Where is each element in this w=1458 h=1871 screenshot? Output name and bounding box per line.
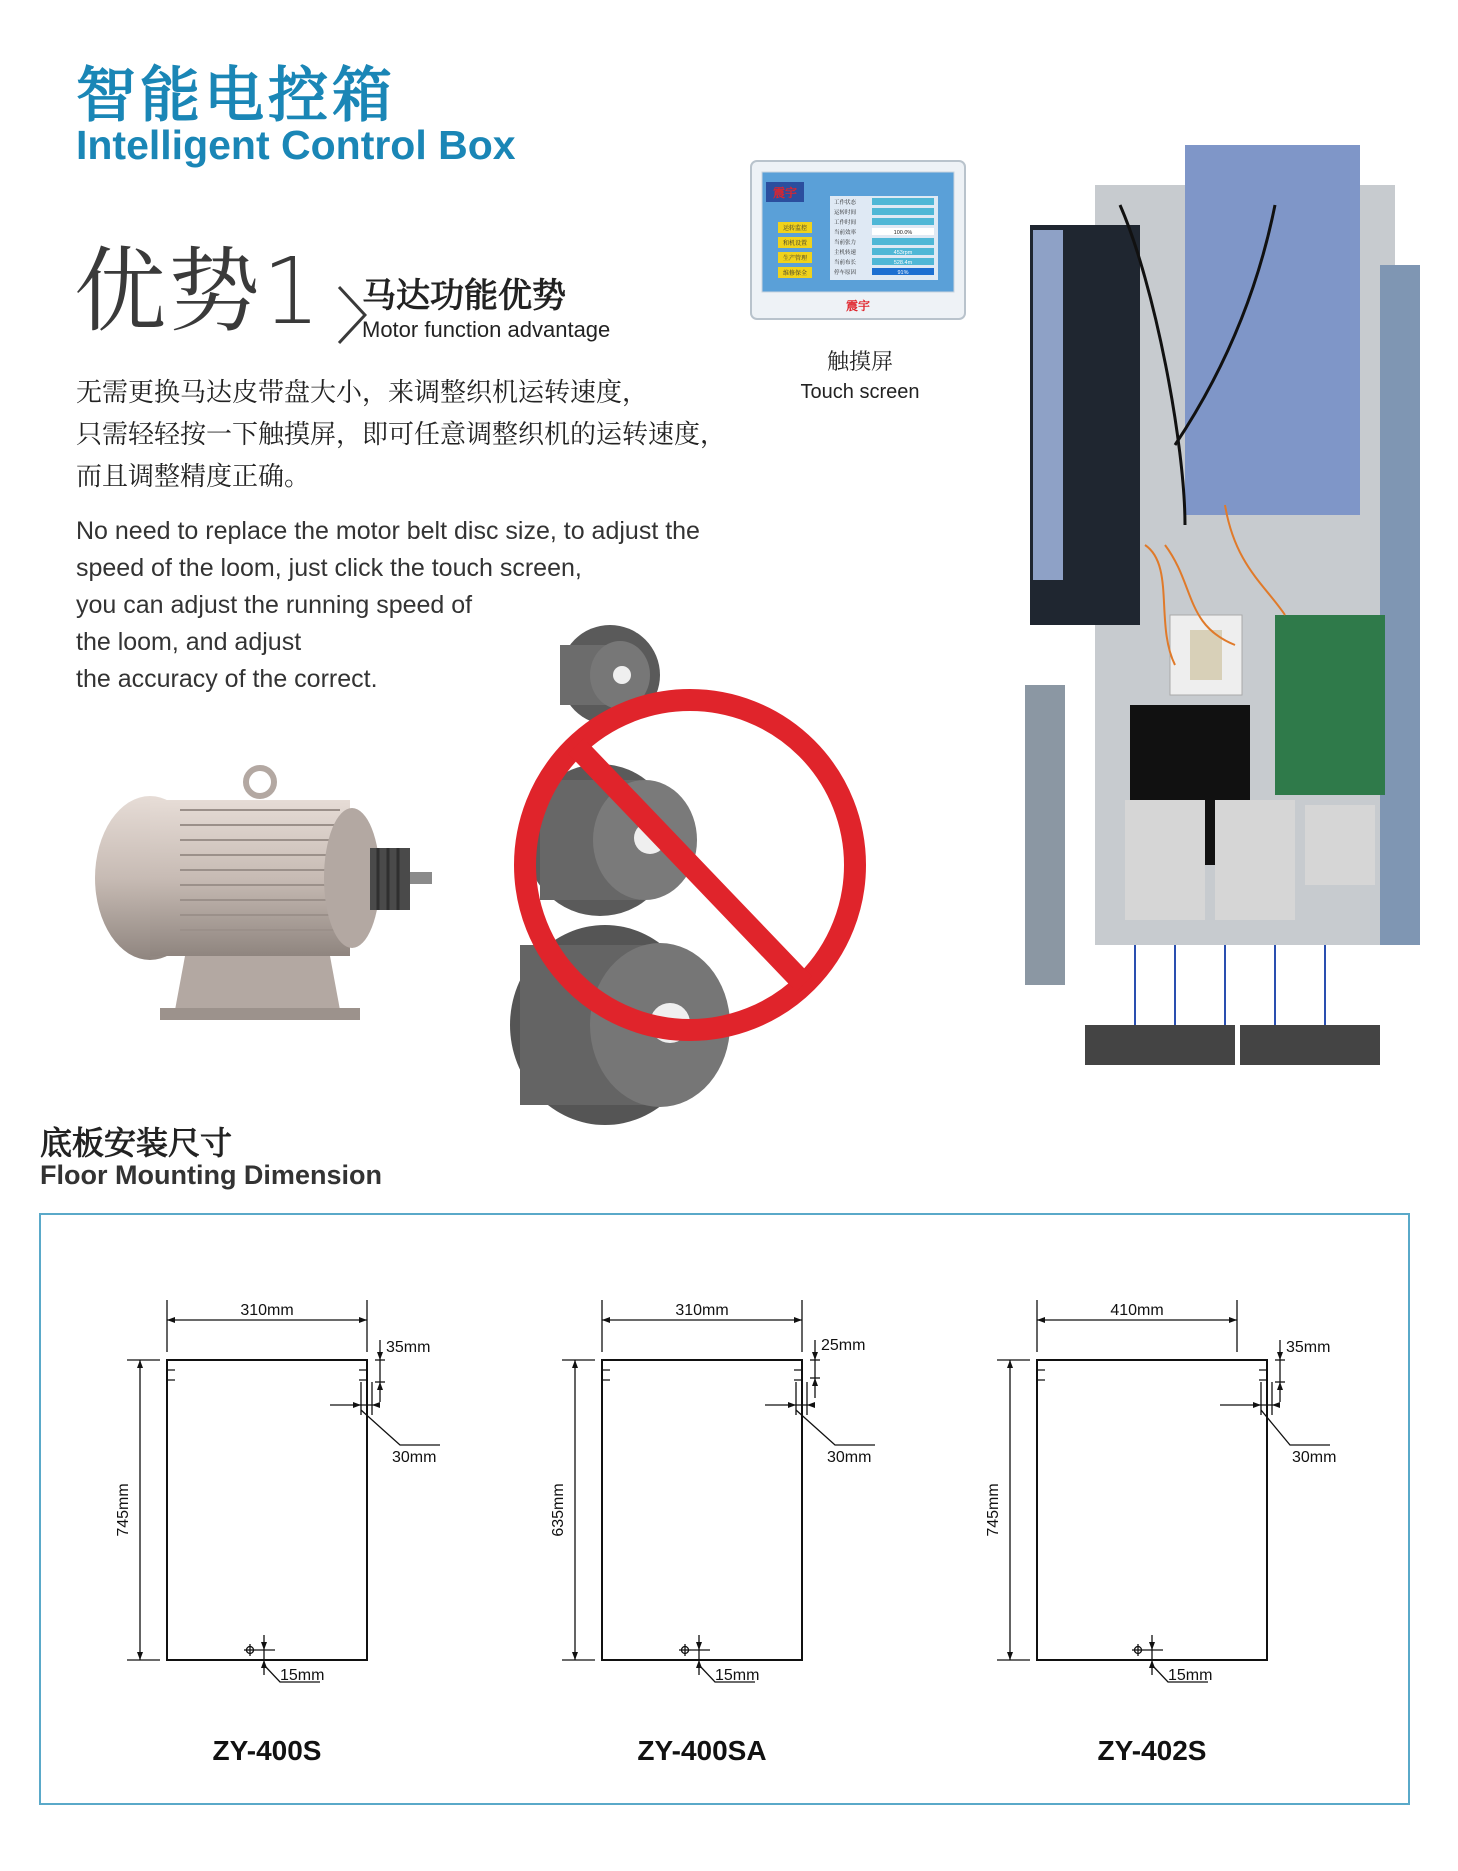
desc-cn-line: 而且调整精度正确。 [76,462,311,492]
desc-en-line: the loom, and adjust [76,628,302,656]
model-name: ZY-400S [212,1735,322,1766]
page-title-cn: 智能电控箱 [76,61,396,131]
ts-value: 91% [897,270,909,276]
model-name: ZY-402S [1097,1735,1207,1766]
ts-menu-item: 和机设置 [782,241,808,247]
dim-height: 745mm [115,1483,132,1537]
model-name: ZY-400SA [637,1735,767,1766]
dimension-drawing-zy-400sa [545,1290,905,1790]
ts-menu-item: 维修保全 [782,271,808,277]
ts-value: 453rpm [893,250,913,256]
ts-row-label: 停车原因 [834,270,857,276]
ts-row-label: 工作时间 [834,220,857,226]
touch-screen-label-en: Touch screen [800,381,920,403]
desc-cn-line: 只需轻轻按一下触摸屏，即可任意调整织机的运转速度， [76,420,727,450]
advantage-number [74,238,367,345]
dim-width: 410mm [1110,1302,1164,1319]
dimension-drawing-zy-400s [110,1290,470,1790]
ts-brand: 震宇 [772,186,798,200]
motor-image [90,760,450,1030]
dimension-drawing-zy-402s [980,1290,1340,1790]
ts-value: 100.0% [893,230,913,236]
ts-row-label: 当前效率 [834,230,857,236]
dim-height: 635mm [550,1483,567,1537]
pulleys-image [500,615,880,1135]
floor-title-en: Floor Mounting Dimension [40,1160,382,1190]
dim-slot: 30mm [827,1449,872,1466]
advantage-description-cn [76,372,726,498]
dim-width: 310mm [240,1302,294,1319]
floor-title-cn: 底板安装尺寸 [40,1124,233,1162]
desc-en-line: No need to replace the motor belt disc size, to adjust the [76,517,700,545]
dim-bottom: 15mm [1168,1667,1213,1684]
advantage-title-en: Motor function advantage [362,317,611,342]
touch-screen-image [750,160,966,322]
desc-cn-line: 无需更换马达皮带盘大小，来调整织机运转速度， [76,378,649,408]
dim-bottom: 15mm [280,1667,325,1684]
advantage-title-cn: 马达功能优势 [362,276,566,316]
ts-row-label: 运转时间 [834,210,857,216]
dim-width: 310mm [675,1302,729,1319]
dim-top-offset: 35mm [1286,1339,1331,1356]
desc-en-line: the accuracy of the correct. [76,665,378,693]
ts-menu-item: 运转监控 [782,226,808,232]
dim-height: 745mm [985,1483,1002,1537]
dim-top-offset: 35mm [386,1339,431,1356]
dim-slot: 30mm [1292,1449,1337,1466]
desc-en-line: speed of the loom, just click the touch screen, [76,554,582,582]
ts-table [830,196,938,280]
ts-brand-bottom: 震宇 [845,299,871,313]
ts-row-label: 工作状态 [834,200,857,206]
page-title-en: Intelligent Control Box [76,122,516,168]
dim-bottom: 15mm [715,1667,760,1684]
ts-row-label: 主机转速 [834,250,857,256]
control-box-image [1025,145,1435,1085]
dim-slot: 30mm [392,1449,437,1466]
ts-menu-item: 生产管理 [782,256,808,262]
advantage-number-text: 优势1 [74,238,323,345]
dim-top-offset: 25mm [821,1337,866,1354]
ts-row-label: 当前张力 [834,240,857,246]
touch-screen-label-cn: 触摸屏 [826,350,893,375]
desc-en-line: you can adjust the running speed of [76,591,473,619]
ts-value: 528.4m [893,260,913,266]
ts-row-label: 当前布长 [834,260,857,266]
